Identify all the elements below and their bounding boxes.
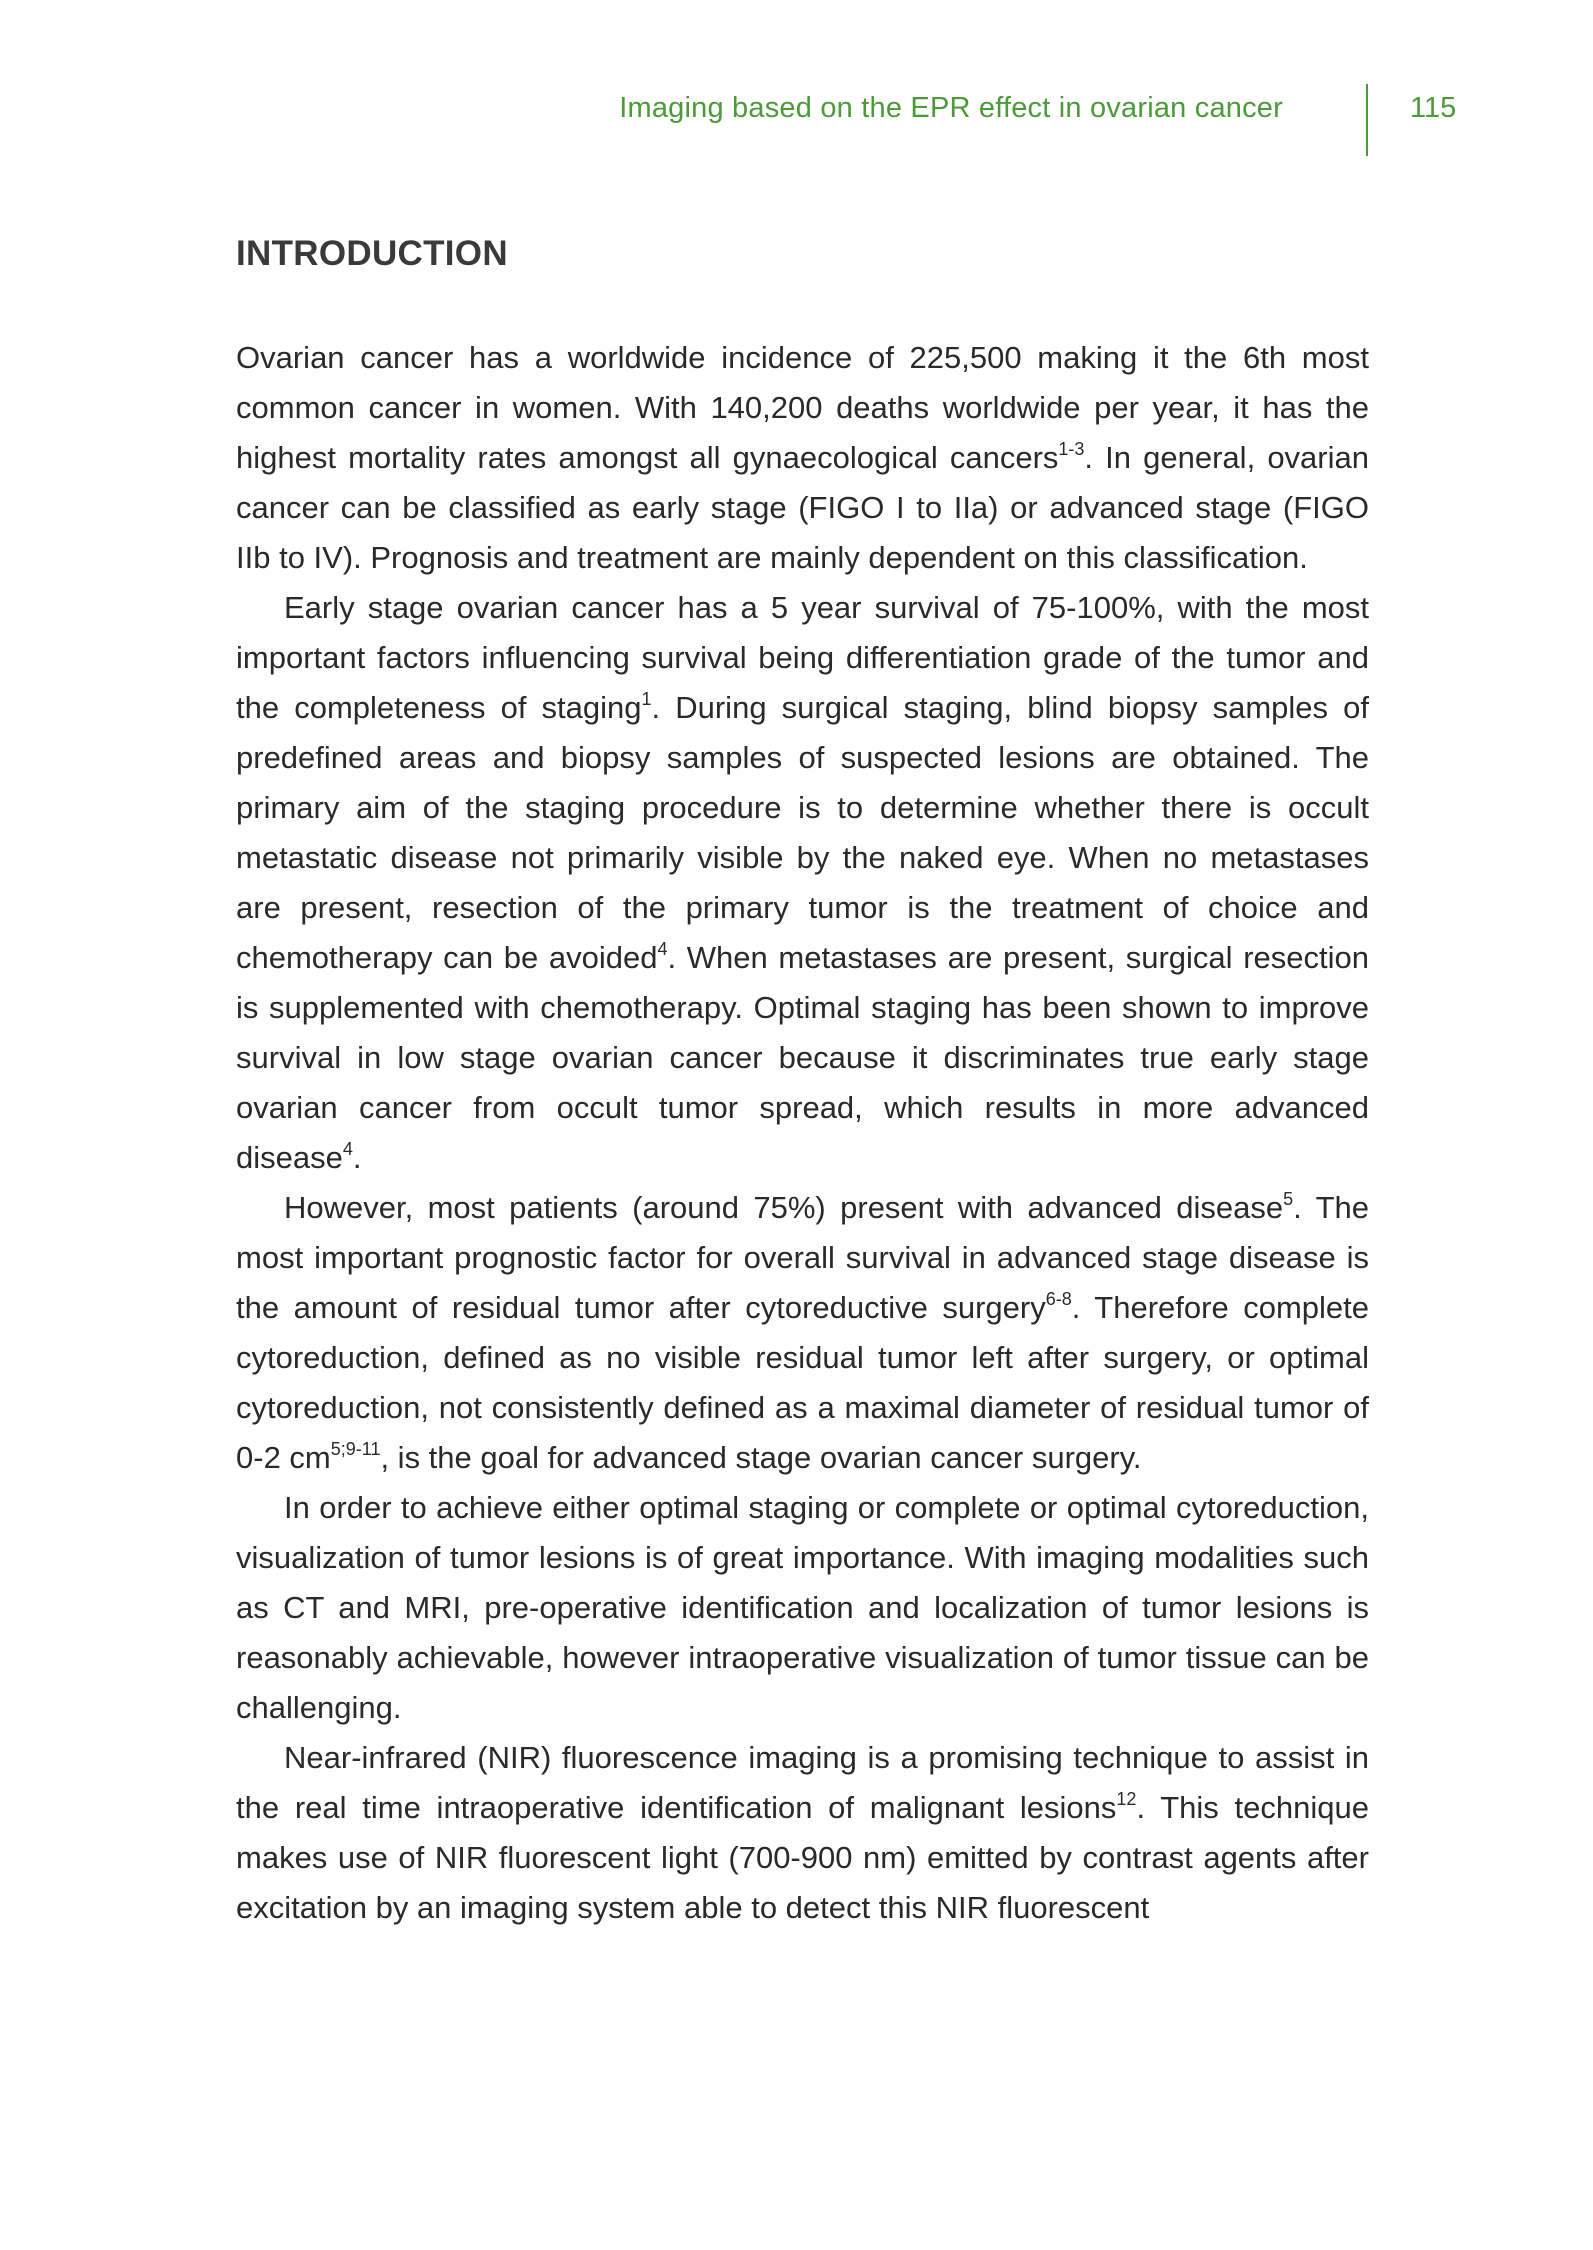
paragraph-5 [236,1733,1369,1933]
text-segment: However, most patients (around 75%) present with advanced disease [284,1190,1284,1225]
citation-superscript: 12 [1116,1789,1137,1809]
paragraph-3 [236,1183,1369,1483]
citation-superscript: 6-8 [1045,1289,1072,1309]
text-segment: , is the goal for advanced stage ovarian cancer surgery. [380,1440,1142,1475]
citation-superscript: 4 [657,939,668,959]
text-segment: . [352,1140,362,1175]
citation-superscript: 1 [641,689,652,709]
text-segment: . This technique makes use of NIR fluorescent light (700-900 nm) emitted by contrast agents after excitation by an imaging system able to detect this NIR fluorescent [236,1790,1369,1925]
text-segment: In order to achieve either optimal staging or complete or optimal cytoreduction, visualization of tumor lesions is of great importance. With imaging modalities such as CT and MRI, pre-operative identification and localization of tumor lesions is reasonably achievable, however intraoperative visualization of tumor tissue can be challenging. [236,1490,1369,1725]
page-number: 115 [1410,92,1457,124]
header-divider [1366,84,1368,156]
body-text [236,333,1369,1933]
citation-superscript: 4 [342,1139,353,1159]
citation-superscript: 1-3 [1058,439,1085,459]
paragraph-4 [236,1483,1369,1733]
citation-superscript: 5 [1283,1189,1294,1209]
paragraph-1 [236,333,1369,583]
citation-superscript: 5;9-11 [330,1439,381,1459]
text-segment: . In general, ovarian cancer can be classified as early stage (FIGO I to IIa) or advanced stage (FIGO IIb to IV). Prognosis and treatment are mainly dependent on this classification. [236,440,1369,575]
text-segment: . Therefore complete cytoreduction, defined as no visible residual tumor left after surgery, or optimal cytoreduction, not consistently defined as a maximal diameter of residual tumor of 0-2 cm [236,1290,1369,1475]
text-segment: . The most important prognostic factor for overall survival in advanced stage disease is the amount of residual tumor after cytoreductive surgery [236,1190,1369,1325]
text-segment: . When metastases are present, surgical resection is supplemented with chemotherapy. Optimal staging has been shown to improve survival in low stage ovarian cancer because it discriminates true early stage ovarian cancer from occult tumor spread, which results in more advanced disease [236,940,1369,1175]
text-segment: Early stage ovarian cancer has a 5 year survival of 75-100%, with the most important factors influencing survival being differentiation grade of the tumor and the completeness of staging [236,590,1369,725]
running-title: Imaging based on the EPR effect in ovarian cancer [619,92,1283,124]
text-segment: . During surgical staging, blind biopsy samples of predefined areas and biopsy samples of suspected lesions are obtained. The primary aim of the staging procedure is to determine whether there is occult metastatic disease not primarily visible by the naked eye. When no metastases are present, resection of the primary tumor is the treatment of choice and chemotherapy can be avoided [236,690,1369,975]
text-segment: Near-infrared (NIR) fluorescence imaging is a promising technique to assist in the real time intraoperative identification of malignant lesions [236,1740,1369,1825]
text-segment: Ovarian cancer has a worldwide incidence of 225,500 making it the 6th most common cancer in women. With 140,200 deaths worldwide per year, it has the highest mortality rates amongst all gynaecological cancers [236,340,1369,475]
paragraph-2 [236,583,1369,1183]
section-heading: INTRODUCTION [236,234,508,273]
